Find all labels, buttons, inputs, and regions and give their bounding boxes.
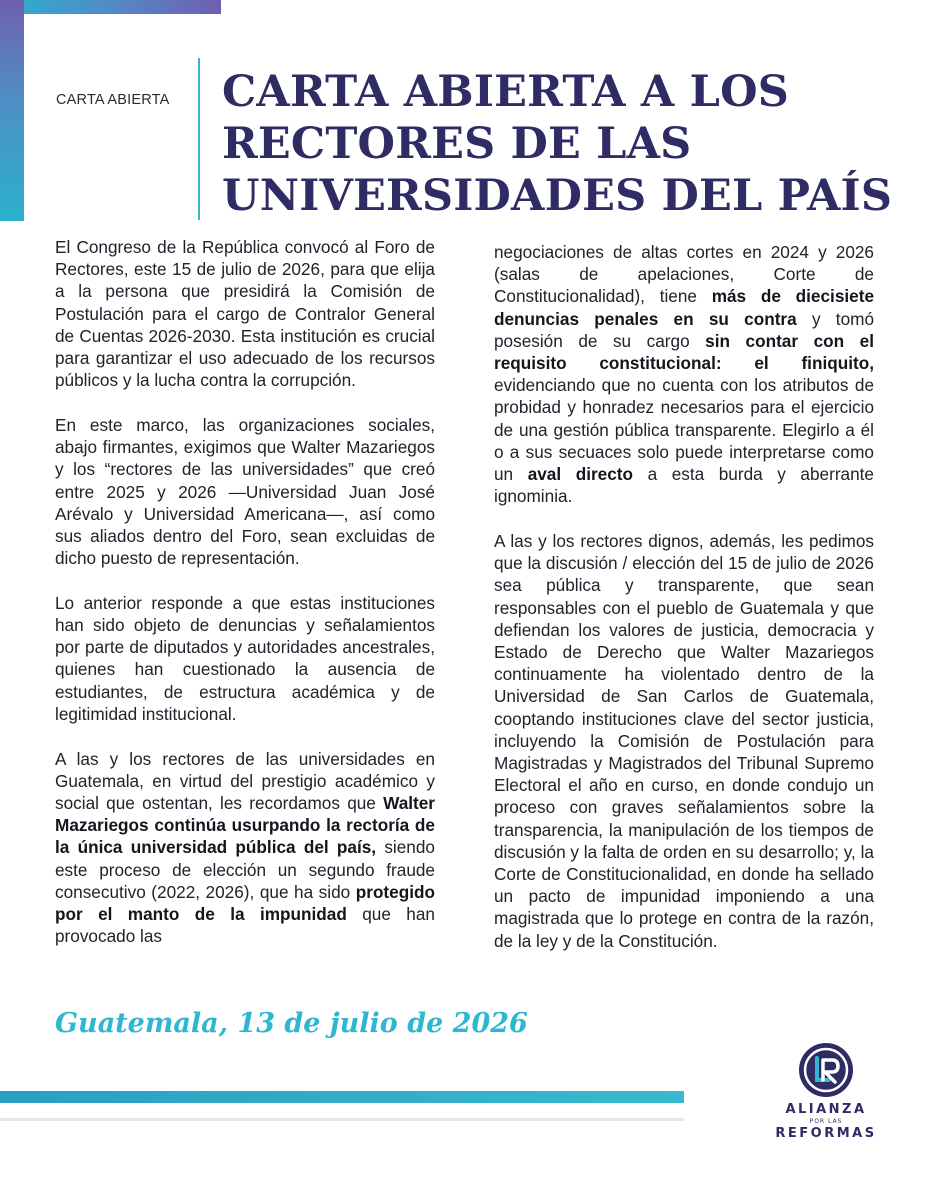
top-accent-bar bbox=[0, 0, 221, 14]
paragraph-5 bbox=[494, 241, 874, 507]
paragraph-5-text: evidenciando que no cuenta con los atributos de probidad y honradez necesarios para el ejercicio de una gestión pública transparente. Elegirlo a él o a sus secuaces solo puede interpretarse como un bbox=[494, 375, 874, 485]
logo-text-reformas: REFORMAS bbox=[775, 1126, 877, 1141]
date-line: Guatemala, 13 de julio de 2026 bbox=[55, 1008, 528, 1039]
header-divider bbox=[198, 58, 200, 220]
paragraph-4-text: siendo este proceso de elección un segundo fraude consecutivo (2022, 2026), que ha sido bbox=[55, 837, 435, 902]
paragraph-4-text: que han provocado las bbox=[55, 903, 435, 947]
paragraph-5-text: y tomó posesión de su cargo bbox=[494, 308, 875, 351]
section-label: CARTA ABIERTA bbox=[56, 92, 170, 108]
paragraph-5-text: a esta burda y aberrante ignominia. bbox=[494, 464, 874, 507]
paragraph-4-bold: Walter Mazariegos continúa usurpando la rectoría de la única universidad pública del país, bbox=[55, 792, 435, 858]
paragraph-4-text: A las y los rectores de las universidades en Guatemala, en virtud del prestigio académico y social que ostentan, les recordamos que bbox=[55, 748, 435, 813]
paragraph-4-bold: protegido por el manto de la impunidad bbox=[55, 881, 435, 924]
paragraph-5-bold: más de diecisiete denuncias penales en su contra bbox=[494, 286, 874, 329]
paragraph-5-bold: sin contar con el requisito constitucional: el finiquito, bbox=[494, 330, 874, 374]
paragraph-1: El Congreso de la República convocó al Foro de Rectores, este 15 de julio de 2026, para que elija a la persona que presidirá la Comisión de Postulación para el cargo de Contralor General de Cuentas 2026-2030. Esta institución es crucial para garantizar el uso adecuado de los recursos públicos y la lucha contra la corrupción. bbox=[55, 237, 435, 391]
logo-text-por-las: POR LAS bbox=[809, 1118, 843, 1125]
paragraph-4 bbox=[55, 748, 435, 948]
paragraph-5-bold: aval directo bbox=[527, 464, 634, 485]
paragraph-5-text: negociaciones de altas cortes en 2024 y 2026 (salas de apelaciones, Corte de Constitucionalidad), tiene bbox=[494, 242, 874, 307]
paragraph-3: Lo anterior responde a que estas instituciones han sido objeto de denuncias y señalamientos por parte de diputados y autoridades ancestrales, quienes han cuestionado la ausencia de estudiantes, de estructura académica y de legitimidad institucional. bbox=[55, 592, 435, 724]
paragraph-6: A las y los rectores dignos, además, les pedimos que la discusión / elección del 15 de julio de 2026 sea pública y transparente, que sean responsables con el pueblo de Guatemala y que defiendan los valores de justicia, democracia y Estado de Derecho que Walter Mazariegos continuamente ha violentado dentro de la Universidad de San Carlos de Guatemala, cooptando instituciones clave del sector justicia, incluyendo la Comisión de Postulación para Magistradas y Magistrados del Tribunal Supremo Electoral el año en curso, en donde condujo un proceso con graves señalamientos sobre la transparencia, la manipulación de los tiempos de discusión y la falta de orden en su desarrollo; y, la Corte de Constitucionalidad, en donde ha sellado un pacto de impunidad imponiendo a una magistrada que lo protege en contra de la razón, de la ley y de la Constitución. bbox=[494, 530, 874, 951]
bottom-accent-bar bbox=[0, 1091, 684, 1103]
bottom-divider bbox=[0, 1118, 684, 1121]
left-accent-bar bbox=[0, 0, 24, 221]
letter-column-left bbox=[55, 236, 435, 970]
letter-column-right bbox=[494, 241, 874, 974]
alianza-logo-icon bbox=[798, 1042, 854, 1098]
page-title: CARTA ABIERTA A LOS RECTORES DE LAS UNIVERSIDADES DEL PAÍS bbox=[222, 67, 893, 221]
logo-text-alianza: ALIANZA bbox=[785, 1102, 867, 1117]
alianza-logo bbox=[766, 1042, 886, 1152]
paragraph-2: En este marco, las organizaciones sociales, abajo firmantes, exigimos que Walter Mazariegos y los “rectores de las universidades” que creó entre 2025 y 2026 —Universidad Juan José Arévalo y Universidad Americana—, así como sus aliados dentro del Foro, sean excluidas de dicho puesto de representación. bbox=[55, 414, 435, 569]
